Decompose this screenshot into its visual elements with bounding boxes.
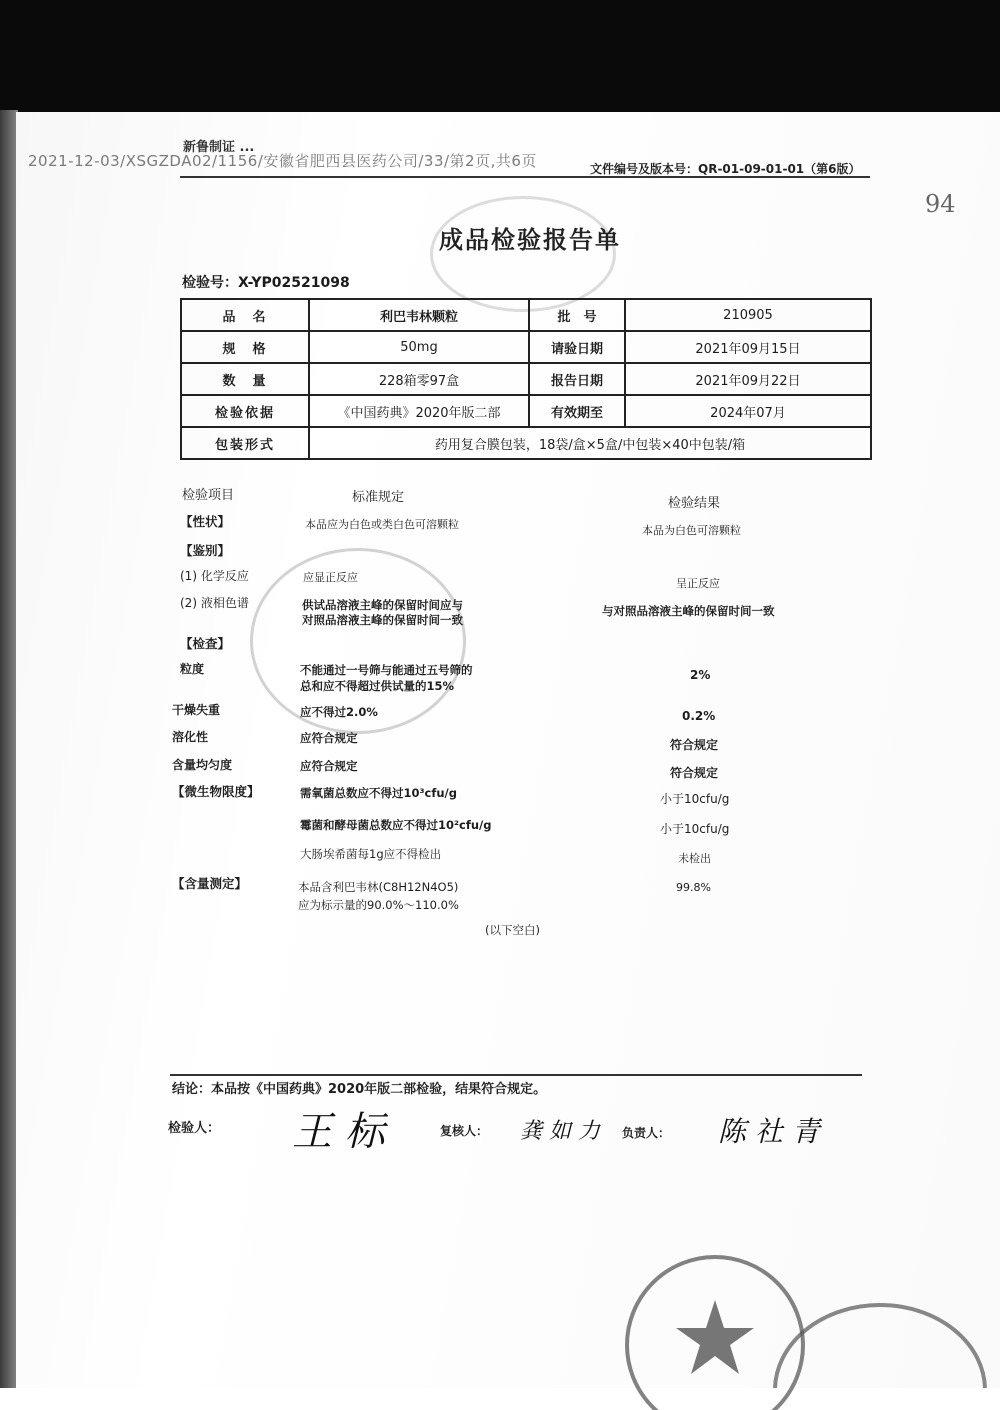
microbial-label: 【微生物限度】 — [172, 784, 260, 799]
dry-loss-result: 0.2% — [682, 709, 716, 723]
expiry-label: 有效期至 — [529, 395, 625, 427]
col-result-header: 检验结果 — [668, 496, 721, 511]
batch-label: 批 号 — [529, 299, 625, 331]
assay-result: 99.8% — [676, 881, 711, 894]
col-standard-header: 标准规定 — [352, 490, 405, 505]
mold-yeast-standard: 霉菌和酵母菌总数应不得过10²cfu/g — [300, 818, 492, 832]
document-code: 文件编号及版本号：QR-01-09-01-01（第6版） — [590, 162, 861, 176]
character-label: 【性状】 — [180, 514, 231, 529]
granule-standard-line1: 不能通过一号筛与能通过五号筛的 — [300, 663, 473, 677]
chem-reaction-label: (1) 化学反应 — [180, 569, 249, 583]
pack-value: 药用复合膜包装，18袋/盒×5盒/中包装×40中包装/箱 — [309, 427, 871, 459]
identification-label: 【鉴别】 — [180, 543, 231, 558]
header-rule — [180, 176, 870, 178]
report-date-value: 2021年09月22日 — [625, 363, 871, 395]
assay-standard-line1: 本品含利巴韦林(C8H12N4O5) — [298, 880, 459, 894]
footer-rule — [170, 1074, 862, 1076]
col-item-header: 检验项目 — [182, 488, 235, 503]
ecoli-result: 未检出 — [678, 852, 711, 865]
responsible-signature: 陈 社 青 — [718, 1115, 820, 1148]
character-standard: 本品应为白色或类白色可溶颗粒 — [305, 518, 459, 531]
aerobic-result: 小于10cfu/g — [660, 792, 730, 806]
table-row — [181, 331, 871, 363]
responsible-label: 负责人： — [622, 1126, 671, 1140]
request-date-value: 2021年09月15日 — [625, 331, 871, 363]
reviewer-signature: 龚 如 力 — [520, 1119, 600, 1144]
chem-reaction-standard: 应显正反应 — [303, 571, 358, 584]
mold-yeast-result: 小于10cfu/g — [660, 822, 730, 836]
dissolve-result: 符合规定 — [670, 738, 719, 752]
uniformity-label: 含量均匀度 — [172, 758, 233, 772]
table-row — [181, 427, 871, 459]
spec-value: 50mg — [309, 331, 529, 363]
header-mark: 新鲁制证 ... — [183, 140, 255, 155]
pack-label: 包装形式 — [181, 427, 309, 459]
batch-value: 210905 — [625, 299, 871, 331]
hplc-result: 与对照品溶液主峰的保留时间一致 — [602, 604, 775, 618]
assay-standard-line2: 应为标示量的90.0%～110.0% — [298, 898, 459, 912]
scan-top-border — [0, 0, 1000, 122]
granule-result: 2% — [690, 668, 711, 682]
granule-standard-line2: 总和应不得超过供试量的15% — [300, 679, 455, 693]
blank-note: (以下空白) — [485, 923, 540, 937]
inspection-number: 检验号：X-YP02521098 — [182, 275, 350, 291]
granule-label: 粒度 — [180, 662, 205, 676]
dissolve-label: 溶化性 — [172, 730, 209, 744]
report-date-label: 报告日期 — [529, 363, 625, 395]
check-label: 【检查】 — [180, 636, 231, 651]
inspector-label: 检验人： — [168, 1121, 221, 1136]
chem-reaction-result: 呈正反应 — [676, 577, 720, 590]
dissolve-standard: 应符合规定 — [300, 731, 358, 745]
watermark-text: 2021-12-03/XSGZDA02/1156/安徽省肥西县医药公司/33/第2页,共6页 — [28, 152, 537, 170]
handwritten-page-number: 94 — [925, 190, 956, 218]
product-name-value: 利巴韦林颗粒 — [309, 299, 529, 331]
character-result: 本品为白色可溶颗粒 — [642, 524, 741, 537]
table-row — [181, 299, 871, 331]
basis-value: 《中国药典》2020年版二部 — [309, 395, 529, 427]
spec-label: 规 格 — [181, 331, 309, 363]
inspector-signature: 王 标 — [292, 1109, 385, 1155]
second-seal — [770, 1300, 1000, 1388]
ecoli-standard: 大肠埃希菌每1g应不得检出 — [300, 847, 442, 861]
hplc-label: (2) 液相色谱 — [180, 596, 249, 610]
hplc-standard-line1: 供试品溶液主峰的保留时间应与 — [302, 598, 463, 612]
conclusion-text: 结论：本品按《中国药典》2020年版二部检验，结果符合规定。 — [172, 1082, 547, 1097]
table-row — [181, 363, 871, 395]
assay-label: 【含量测定】 — [172, 876, 248, 891]
page-title: 成品检验报告单 — [439, 226, 621, 254]
uniformity-result: 符合规定 — [670, 766, 719, 780]
quantity-value: 228箱零97盒 — [309, 363, 529, 395]
expiry-value: 2024年07月 — [625, 395, 871, 427]
table-row — [181, 395, 871, 427]
reviewer-label: 复核人： — [440, 1124, 489, 1138]
aerobic-standard: 需氧菌总数应不得过10³cfu/g — [300, 786, 457, 800]
basis-label: 检验依据 — [181, 395, 309, 427]
uniformity-standard: 应符合规定 — [300, 759, 358, 773]
dry-loss-label: 干燥失重 — [172, 703, 221, 717]
product-info-table — [180, 298, 872, 460]
dry-loss-standard: 应不得过2.0% — [300, 705, 378, 719]
hplc-standard-line2: 对照品溶液主峰的保留时间一致 — [302, 613, 463, 627]
quantity-label: 数 量 — [181, 363, 309, 395]
request-date-label: 请验日期 — [529, 331, 625, 363]
product-name-label: 品 名 — [181, 299, 309, 331]
